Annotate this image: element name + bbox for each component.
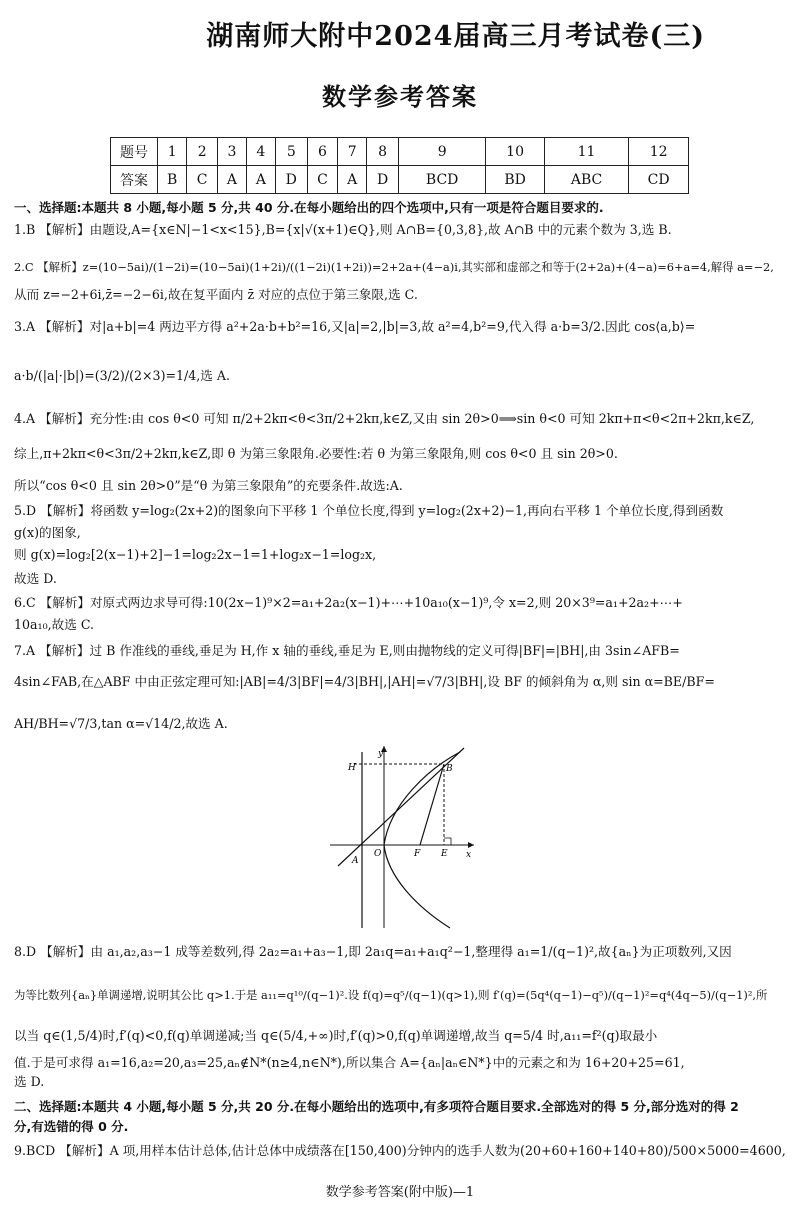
question-number-cell: 1 — [158, 138, 187, 166]
page-footer: 数学参考答案(附中版)—1 — [325, 1185, 475, 1200]
solution-q5-line: 5.D 【解析】将函数 y=log₂(2x+2)的图象向下平移 1 个单位长度,得到 y=log₂(2x+2)−1,再向右平移 1 个单位长度,得到函数 — [14, 503, 724, 518]
answer-cell: C — [307, 166, 338, 194]
answer-table-number-row — [111, 138, 689, 166]
answer-cell: BD — [486, 166, 545, 194]
label-o: O — [374, 849, 382, 859]
section-heading-multi-choice: 二、选择题:本题共 4 小题,每小题 5 分,共 20 分.在每小题给出的选项中,有多项符合题目要求.全部选对的得 5 分,部分选对的得 2 — [14, 1099, 739, 1114]
solution-q8-line: 以当 q∈(1,5/4)时,f′(q)<0,f(q)单调递减;当 q∈(5/4,+∞)时,f′(q)>0,f(q)单调递增,故当 q=5/4 时,a₁₁=f²(q)取最小 — [14, 1028, 658, 1043]
answer-table — [110, 137, 689, 194]
question-number-cell: 8 — [367, 138, 399, 166]
answer-cell: BCD — [399, 166, 486, 194]
question-number-cell: 2 — [187, 138, 218, 166]
label-x: x — [466, 850, 472, 860]
right-angle-mark — [444, 838, 451, 845]
label-h: H — [348, 763, 356, 773]
question-number-cell: 10 — [486, 138, 545, 166]
solution-q7-line: 7.A 【解析】过 B 作准线的垂线,垂足为 H,作 x 轴的垂线,垂足为 E,则由抛物线的定义可得|BF|=|BH|,由 3sin∠AFB= — [14, 643, 680, 658]
page-title: 湖南师大附中2024届高三月考试卷(三) — [206, 21, 705, 52]
label-e: E — [441, 849, 448, 859]
answer-cell: A — [246, 166, 275, 194]
question-number-cell: 9 — [399, 138, 486, 166]
solution-q4-line: 4.A 【解析】充分性:由 cos θ<0 可知 π/2+2kπ<θ<3π/2+2kπ,k∈Z,又由 sin 2θ>0⟹sin θ<0 可知 2kπ+π<θ<2π+2kπ,k∈Z, — [14, 411, 755, 426]
segment-bf — [420, 764, 444, 845]
solution-q6-line: 6.C 【解析】对原式两边求导可得:10(2x−1)⁹×2=a₁+2a₂(x−1)+⋯+10a₁₀(x−1)⁹,令 x=2,则 20×3⁹=a₁+2a₂+⋯+ — [14, 595, 683, 610]
answer-cell: CD — [629, 166, 689, 194]
solution-q7-line: 4sin∠FAB,在△ABF 中由正弦定理可知:|AB|=4/3|BF|=4/3|BH|,|AH|=√7/3|BH|,设 BF 的倾斜角为 α,则 sin α=BE/BF= — [14, 674, 715, 689]
solution-q8-line: 值.于是可求得 a₁=16,a₂=20,a₃=25,aₙ∉N*(n≥4,n∈N*),所以集合 A={aₙ|aₙ∈N*}中的元素之和为 16+20+25=61, — [14, 1055, 685, 1070]
solution-q8-line: 为等比数列{aₙ}单调递增,说明其公比 q>1.于是 a₁₁=q¹⁰/(q−1)².设 f(q)=q⁵/(q−1)(q>1),则 f′(q)=(5q⁴(q−1)−q⁵)/(q−1)²=q⁴(4q−5)/(q−1)²,所 — [14, 988, 768, 1002]
section-heading-multi-choice-cont: 分,有选错的得 0 分. — [14, 1119, 129, 1134]
question-number-cell: 6 — [307, 138, 338, 166]
solution-q4-line: 所以“cos θ<0 且 sin 2θ>0”是“θ 为第三象限角”的充要条件.故选:A. — [14, 478, 403, 493]
solution-q5-line: g(x)的图象, — [14, 525, 81, 540]
answer-cell: B — [158, 166, 187, 194]
question-number-cell: 11 — [544, 138, 628, 166]
label-y: y — [378, 749, 384, 759]
label-f: F — [414, 849, 421, 859]
label-b: B — [446, 764, 453, 774]
solution-q6-line: 10a₁₀,故选 C. — [14, 617, 95, 632]
answer-table-answer-row — [111, 166, 689, 194]
parabola-figure — [328, 744, 476, 929]
row-label-question-number: 题号 — [111, 138, 158, 166]
solution-q2-line: 从而 z=−2+6i,z̄=−2−6i,故在复平面内 z̄ 对应的点位于第三象限,选 C. — [14, 287, 418, 302]
section-heading-single-choice: 一、选择题:本题共 8 小题,每小题 5 分,共 40 分.在每小题给出的四个选项中,只有一项是符合题目要求的. — [14, 200, 604, 215]
label-a: A — [352, 856, 359, 866]
question-number-cell: 4 — [246, 138, 275, 166]
solution-q4-line: 综上,π+2kπ<θ<3π/2+2kπ,k∈Z,即 θ 为第三象限角.必要性:若 θ 为第三象限角,则 cos θ<0 且 sin 2θ>0. — [14, 446, 618, 461]
answer-cell: D — [367, 166, 399, 194]
solution-q8-line: 选 D. — [14, 1074, 45, 1089]
question-number-cell: 3 — [217, 138, 246, 166]
answer-cell: C — [187, 166, 218, 194]
solution-q5-line: 故选 D. — [14, 571, 57, 586]
solution-q9-line: 9.BCD 【解析】A 项,用样本估计总体,估计总体中成绩落在[150,400)分钟内的选手人数为(20+60+160+140+80)/500×5000=4600, — [14, 1143, 786, 1158]
answer-cell: D — [275, 166, 307, 194]
answer-cell: A — [338, 166, 367, 194]
row-label-answer: 答案 — [111, 166, 158, 194]
solution-q2-line: 2.C 【解析】z=(10−5ai)/(1−2i)=(10−5ai)(1+2i)/((1−2i)(1+2i))=2+2a+(4−a)i,其实部和虚部之和等于(2+2a)+(4−a)=6+a=4,解得 a=−2, — [14, 260, 774, 274]
question-number-cell: 12 — [629, 138, 689, 166]
solution-q7-line: AH/BH=√7/3,tan α=√14/2,故选 A. — [14, 716, 228, 731]
solution-q1-line: 1.B 【解析】由题设,A={x∈N|−1<x<15},B={x|√(x+1)∈Q},则 A∩B={0,3,8},故 A∩B 中的元素个数为 3,选 B. — [14, 222, 672, 237]
answer-cell: A — [217, 166, 246, 194]
question-number-cell: 7 — [338, 138, 367, 166]
solution-q8-line: 8.D 【解析】由 a₁,a₂,a₃−1 成等差数列,得 2a₂=a₁+a₃−1,即 2a₁q=a₁+a₁q²−1,整理得 a₁=1/(q−1)²,故{aₙ}为正项数列,又因 — [14, 944, 732, 959]
question-number-cell: 5 — [275, 138, 307, 166]
answer-cell: ABC — [544, 166, 628, 194]
x-axis-arrow — [468, 842, 474, 848]
solution-q5-line: 则 g(x)=log₂[2(x−1)+2]−1=log₂2x−1=1+log₂x−1=log₂x, — [14, 547, 377, 562]
solution-q3-line: 3.A 【解析】对|a+b|=4 两边平方得 a²+2a·b+b²=16,又|a|=2,|b|=3,故 a²=4,b²=9,代入得 a·b=3/2.因此 cos⟨a,b⟩= — [14, 319, 696, 334]
page-subtitle: 数学参考答案 — [322, 83, 478, 111]
solution-q3-line: a·b/(|a|·|b|)=(3/2)/(2×3)=1/4,选 A. — [14, 368, 231, 383]
